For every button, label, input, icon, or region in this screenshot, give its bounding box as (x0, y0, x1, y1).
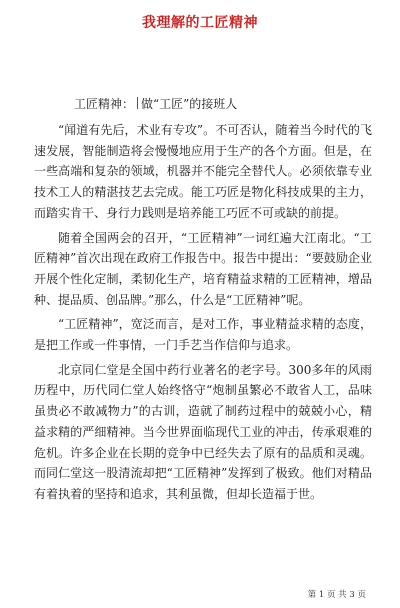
paragraph-4: 北京同仁堂是全国中药行业著名的老字号。300多年的风雨历程中，历代同仁堂人始终恪守“炮制虽繁必不敢省人工，品味虽贵必不敢减物力”的古训，造就了制药过程中的兢兢小心，精益求精的严细精神。当今世界面临现代工业的冲击，传承艰难的危机。许多企业在长期的竞争中已经失去了原有的品质和灵魂。而同仁堂这一股清流却把“工匠精神”发挥到了极致。他们对精品有着执着的坚持和追求，其利虽微，但却长造福于世。 (34, 362, 372, 501)
paragraph-2: 随着全国两会的召开，“工匠精神”一词红遍大江南北。“工匠精神”首次出现在政府工作报告中。报告中提出：“要鼓励企业开展个性化定制，柔韧化生产，培育精益求精的工匠精神，增品种、提品质、创品牌。”那么，什么是“工匠精神”呢。 (34, 230, 372, 307)
paragraph-3: “工匠精神”，宽泛而言，是对工作，事业精益求精的态度，是把工作或一件事情，一门手艺当作信仰与追求。 (34, 317, 372, 353)
subtitle-text: 做“工匠”的接班人 (141, 97, 238, 111)
paragraph-1: “闻道有先后，术业有专攻”。不可否认，随着当今时代的飞速发展，智能制造将会慢慢地应用于生产的各个方面。但是，在一些高端和复杂的领域，机器并不能完全替代人。必须依靠专业技术工人的精湛技艺去完成。能工巧匠是物化科技成果的主力，而踏实肯干、身行力践则是培养能工巧匠不可或缺的前提。 (34, 123, 372, 220)
document-body (34, 120, 372, 509)
page-title: 我理解的工匠精神 (142, 15, 258, 31)
text-cursor (137, 97, 138, 109)
subtitle-prefix: 工匠精神： (74, 97, 135, 111)
subtitle (74, 95, 237, 112)
page-footer: 第 1 页 共 3 页 (307, 590, 366, 600)
